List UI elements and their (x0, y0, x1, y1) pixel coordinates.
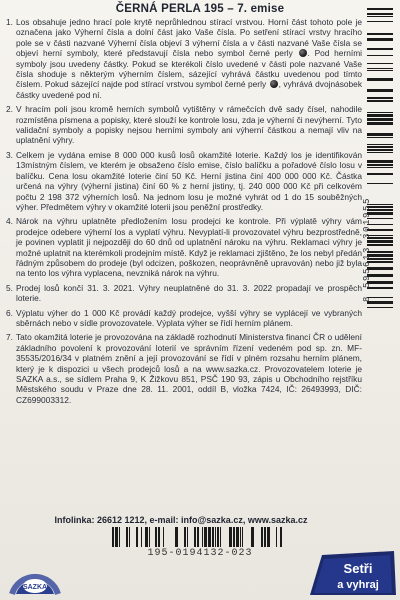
rule-text: Celkem je vydána emise 8 000 000 kusů losů okamžité loterie. Každý los je identifikován 13místným číslem, ve kterém je obsaženo číslo emise, číslo balíčku a pořadové číslo losu v balíčku. Cena losu okamžité loterie činí 50 Kč. Herní jistina činí 400 000 000 Kč. Částka určená na výhry (výherní jistina) činí 60 % z herní jistiny, tj. 240 000 000 Kč při celkovém počtu 2 198 372 výherních losů. Na jednom losu je možné vyhrát od 1 do 15 souběžných výher. Předmětem výhry v okamžité loterii jsou peněžní prostředky. (16, 149, 362, 212)
rule-number: 5. (6, 282, 13, 293)
barcode-bar (367, 137, 393, 138)
barcode-bar (115, 527, 118, 547)
rule-number: 1. (6, 17, 13, 27)
barcode-bar (202, 527, 203, 547)
black-pearl-icon (270, 80, 278, 88)
barcode-bar (264, 527, 266, 547)
barcode-bar (158, 527, 160, 547)
barcode-bar (280, 527, 282, 547)
rule-text: Los obsahuje jedno hrací pole krytě neprůhlednou stírací vrstvou. Horní část tohoto pole je označena jako Výherní čísla a dolní část jako Vaše čísla. Po setření stírací vrstvy hracího pole se v části nazvané Výherní čísla objeví 3 výherní čísla a v části nazvané Vaše čísla se objeví herní symboly, které představují čísla nebo symbol černé perly . Pod herními symboly jsou uvedeny částky. Pokud se kterékoli číslo uvedené v části pole nazvané Vaše čísla shoduje s některým výherním číslem, sázející vyhrává částku uvedenou pod tímto číslem. Pokud sázející najde pod stírací vrstvou symbol černé perly , vyhrává dvojnásobek částky uvedené pod ní. (16, 17, 362, 100)
barcode-bar (261, 527, 263, 547)
barcode-bar (367, 89, 393, 92)
barcode-bar (194, 527, 196, 547)
black-pearl-icon (299, 49, 307, 57)
barcode-bar (251, 527, 254, 547)
barcode-bar (208, 527, 211, 547)
serial-number: 195-0194132-023 (147, 548, 253, 559)
barcode-bar (367, 133, 393, 136)
barcode-bar (367, 63, 393, 64)
rules-text (6, 17, 362, 409)
rule-number: 4. (6, 216, 13, 227)
barcode-bar (184, 527, 186, 547)
barcode-bar (367, 21, 393, 22)
barcode-bar (367, 68, 393, 69)
sazka-logo (6, 550, 64, 598)
rule-number: 3. (6, 149, 13, 160)
barcode-bar (145, 527, 148, 547)
barcode-bar (367, 33, 393, 35)
barcode-bar (212, 527, 214, 547)
barcode-bar (367, 146, 393, 148)
barcode-bar (367, 16, 393, 17)
setri-a-vyhraj-logo (306, 549, 398, 597)
barcode-bar (136, 527, 138, 547)
barcode-bar (229, 527, 232, 547)
barcode-bar (233, 527, 235, 547)
logo-line2: a vyhraj (337, 579, 379, 591)
contact-info: Infolinka: 26612 1212, e-mail: info@sazka.cz, www.sazka.cz (54, 515, 308, 525)
barcode-bar (129, 527, 130, 547)
rule-text: Tato okamžitá loterie je provozována na základě rozhodnutí Ministerstva financí ČR o udělení základního povolení k provozování loterií ve správním řízení vedeném pod sp. zn. MF-35535/2016/34 v platném znění a její provozování se řídí v plném rozsahu herním plánem, který je k dispozici u všech prodejců losů a na www.sazka.cz. Provozovatelem loterie je SAZKA a.s., se sídlem Praha 9, K Žižkovu 851, PSČ 190 93, zápis u Obchodního rejstříku Městského soudu v Praze dne 28. 11. 2001, oddíl B, vložka 7424, IČ: 26493993, DIČ: CZ699003312. (16, 332, 362, 405)
barcode-bar (242, 527, 243, 547)
barcode-bar (187, 527, 188, 547)
barcode-bar (367, 78, 393, 81)
rule-section-5 (6, 283, 362, 304)
logo-line1: Setři (343, 561, 373, 576)
barcode-bar (220, 527, 221, 547)
logo-text: SAZKA (22, 584, 48, 591)
barcode-bar (367, 114, 393, 117)
rule-section-1 (6, 17, 362, 100)
barcode-bar (367, 307, 393, 308)
rule-section-6 (6, 308, 362, 329)
rule-number: 2. (6, 104, 13, 115)
barcode-bar (367, 122, 393, 125)
barcode-bar (367, 112, 393, 113)
barcode-bar (367, 97, 393, 99)
rule-section-4 (6, 216, 362, 278)
barcode-bar (367, 152, 393, 153)
barcode-bar (276, 527, 277, 547)
rule-number: 6. (6, 307, 13, 318)
barcode-bar (367, 8, 393, 10)
barcode-bar (215, 527, 216, 547)
barcode-bar (367, 38, 393, 41)
barcode-bar (367, 13, 393, 15)
barcode-bar (141, 527, 142, 547)
barcode-bar (149, 527, 150, 547)
barcode-bar (112, 527, 114, 547)
barcode-bar (236, 527, 239, 547)
barcode-bar (367, 144, 393, 145)
rule-section-2 (6, 104, 362, 146)
barcode-bar (119, 527, 120, 547)
barcode-bar (163, 527, 164, 547)
barcode-bar (197, 527, 199, 547)
barcode-bar (367, 70, 393, 71)
rule-text: Nárok na výhru uplatněte předložením losu prodejci ke kontrole. Při výplatě výhry vám prodejce odebere výherní los a vyplatí výhru. Nevyplatí-li provozovatel výhru bezprostředně, je povinen vyplatit ji nejpozději do 60 dnů od uplatnění nároku na výhru. Reklamaci výhry je možné uplatnit na kterémkoli prodejním místě. Když je reklamaci zjištěno, že los nebyl předán řádným způsobem do prodeje (byl odcizen, poškozen, neoprávněně upravován) nebo již byla na tento los výhra vyplacena, nevzniká nárok na výhru. (16, 216, 362, 279)
barcode-bar (267, 527, 270, 547)
barcode-bar (240, 527, 241, 547)
barcode-bar (367, 118, 393, 121)
barcode-bar (175, 527, 178, 547)
barcode-bar (367, 55, 393, 56)
rule-text: V hracím poli jsou kromě herních symbolů vytištěny v rámečcích dvě sady čísel, nahodile rozmístěna písmena a popisky, které slouží ke kontrole losu, zda je výherní či nevýherní. Tyto validační symboly a popisky nejsou herními symboly ani výherní částkou a nemají vliv na uplatnění výhry. (16, 104, 362, 146)
rule-section-7 (6, 332, 362, 405)
barcode-bar (126, 527, 128, 547)
rule-text: Prodej losů končí 31. 3. 2021. Výhry neuplatněné do 31. 3. 2022 propadají ve prospěch loterie. (16, 282, 362, 304)
rule-section-3 (6, 150, 362, 212)
page-title: ČERNÁ PERLA 195 – 7. emise (115, 3, 285, 15)
barcode-bar (217, 527, 219, 547)
barcode-bar (367, 100, 393, 102)
barcode-bar (367, 48, 393, 50)
barcode-bar (204, 527, 207, 547)
ean-number: 8 595613 301955 (362, 196, 372, 302)
barcode-bar (367, 149, 393, 151)
barcode-bar (155, 527, 157, 547)
serial-barcode-icon (112, 527, 287, 547)
rule-number: 7. (6, 332, 13, 343)
rule-text: Výplatu výher do 1 000 Kč provádí každý prodejce, vyšší výhry se vyplácejí ve vybraných sběrnách nebo v sídle provozovatele. Výplata výher se řídí herním plánem. (16, 307, 362, 328)
